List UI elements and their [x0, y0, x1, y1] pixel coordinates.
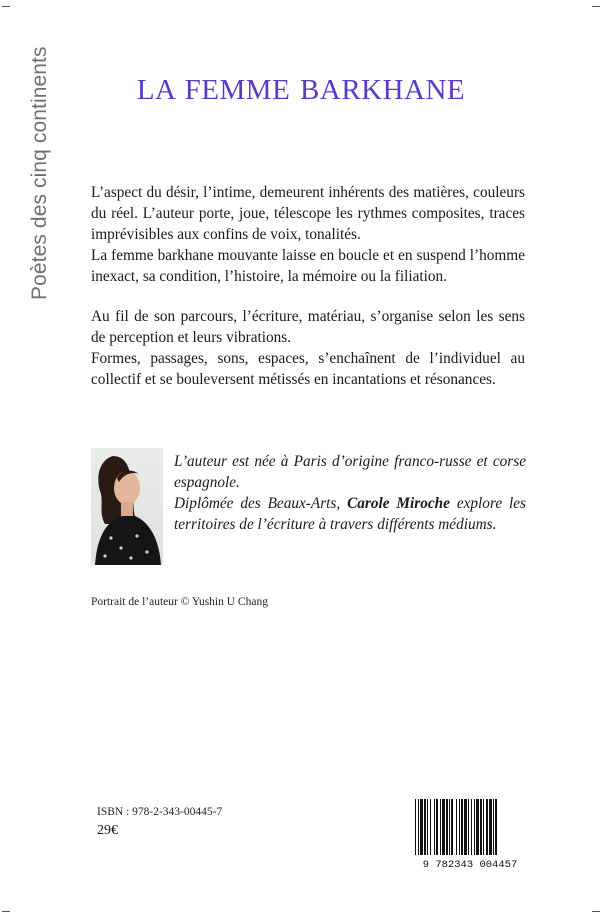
barcode-bar — [493, 799, 494, 855]
isbn: ISBN : 978-2-343-00445-7 — [97, 806, 223, 818]
barcode-bar — [418, 799, 419, 855]
barcode-bar — [489, 799, 492, 855]
barcode-digits: 9 782343 004457 — [422, 859, 518, 869]
bio-text: explore les territoires de l’écriture à travers différents médiums. — [174, 495, 526, 533]
barcode-bar — [446, 799, 448, 855]
barcode-bar — [434, 799, 435, 855]
author-portrait — [91, 448, 163, 565]
barcode-bar — [451, 799, 453, 855]
price: 29€ — [97, 823, 118, 838]
barcode-bar — [449, 799, 450, 855]
portrait-credit: Portrait de l’auteur © Yushin U Chang — [91, 596, 268, 608]
barcode-bar — [440, 799, 441, 855]
barcode-bar — [464, 799, 467, 855]
barcode-bar — [474, 799, 475, 855]
barcode-bar — [430, 799, 431, 855]
barcode-bar — [461, 799, 463, 855]
barcode-bar — [483, 799, 484, 855]
barcode-bar — [480, 799, 482, 855]
blurb-block-2 — [91, 306, 525, 390]
series-name: Poètes des cinq continents — [28, 46, 51, 300]
barcode-bar — [486, 799, 488, 855]
blurb-paragraph: La femme barkhane mouvante laisse en boucle et en suspend l’homme inexact, sa condition, l’histoire, la mémoire ou la filiation. — [91, 247, 525, 285]
barcode-bar — [495, 799, 497, 855]
barcode-bar — [468, 799, 469, 855]
blurb-paragraph: L’aspect du désir, l’intime, demeurent inhérents des matières, couleurs du réel. L’auteur porte, joue, télescope les rythmes composites, traces imprévisibles aux confins de voix, tonalités. — [91, 184, 525, 243]
blurb-block-1 — [91, 182, 525, 287]
barcode-bar — [459, 799, 460, 855]
barcode-bar — [476, 799, 479, 855]
crop-mark — [592, 6, 600, 7]
barcode-bar — [424, 799, 426, 855]
crop-mark — [2, 6, 10, 7]
crop-mark — [592, 911, 600, 912]
barcode-bar — [415, 799, 416, 855]
barcode-bar — [436, 799, 438, 855]
barcode-bar — [471, 799, 472, 855]
barcode-bar — [456, 799, 457, 855]
barcode-bar — [427, 799, 428, 855]
book-title: LA FEMME BARKHANE — [136, 74, 466, 106]
bio-text: Diplômée des Beaux-Arts, — [174, 495, 348, 512]
barcode-bar — [420, 799, 423, 855]
crop-mark — [2, 911, 10, 912]
blurb-paragraph: Formes, passages, sons, espaces, s’enchaînent de l’individuel au collectif et se bouleversent métissés en incantations et résonances. — [91, 350, 525, 388]
author-name: Carole Miroche — [347, 495, 450, 512]
author-bio — [174, 451, 526, 535]
blurb-paragraph: Au fil de son parcours, l’écriture, matériau, s’organise selon les sens de perception et leurs vibrations. — [91, 308, 525, 346]
bio-line: L’auteur est née à Paris d’origine franco-russe et corse espagnole. — [174, 453, 526, 491]
barcode — [411, 797, 529, 869]
bio-line — [174, 493, 526, 535]
barcode-bar — [442, 799, 445, 855]
